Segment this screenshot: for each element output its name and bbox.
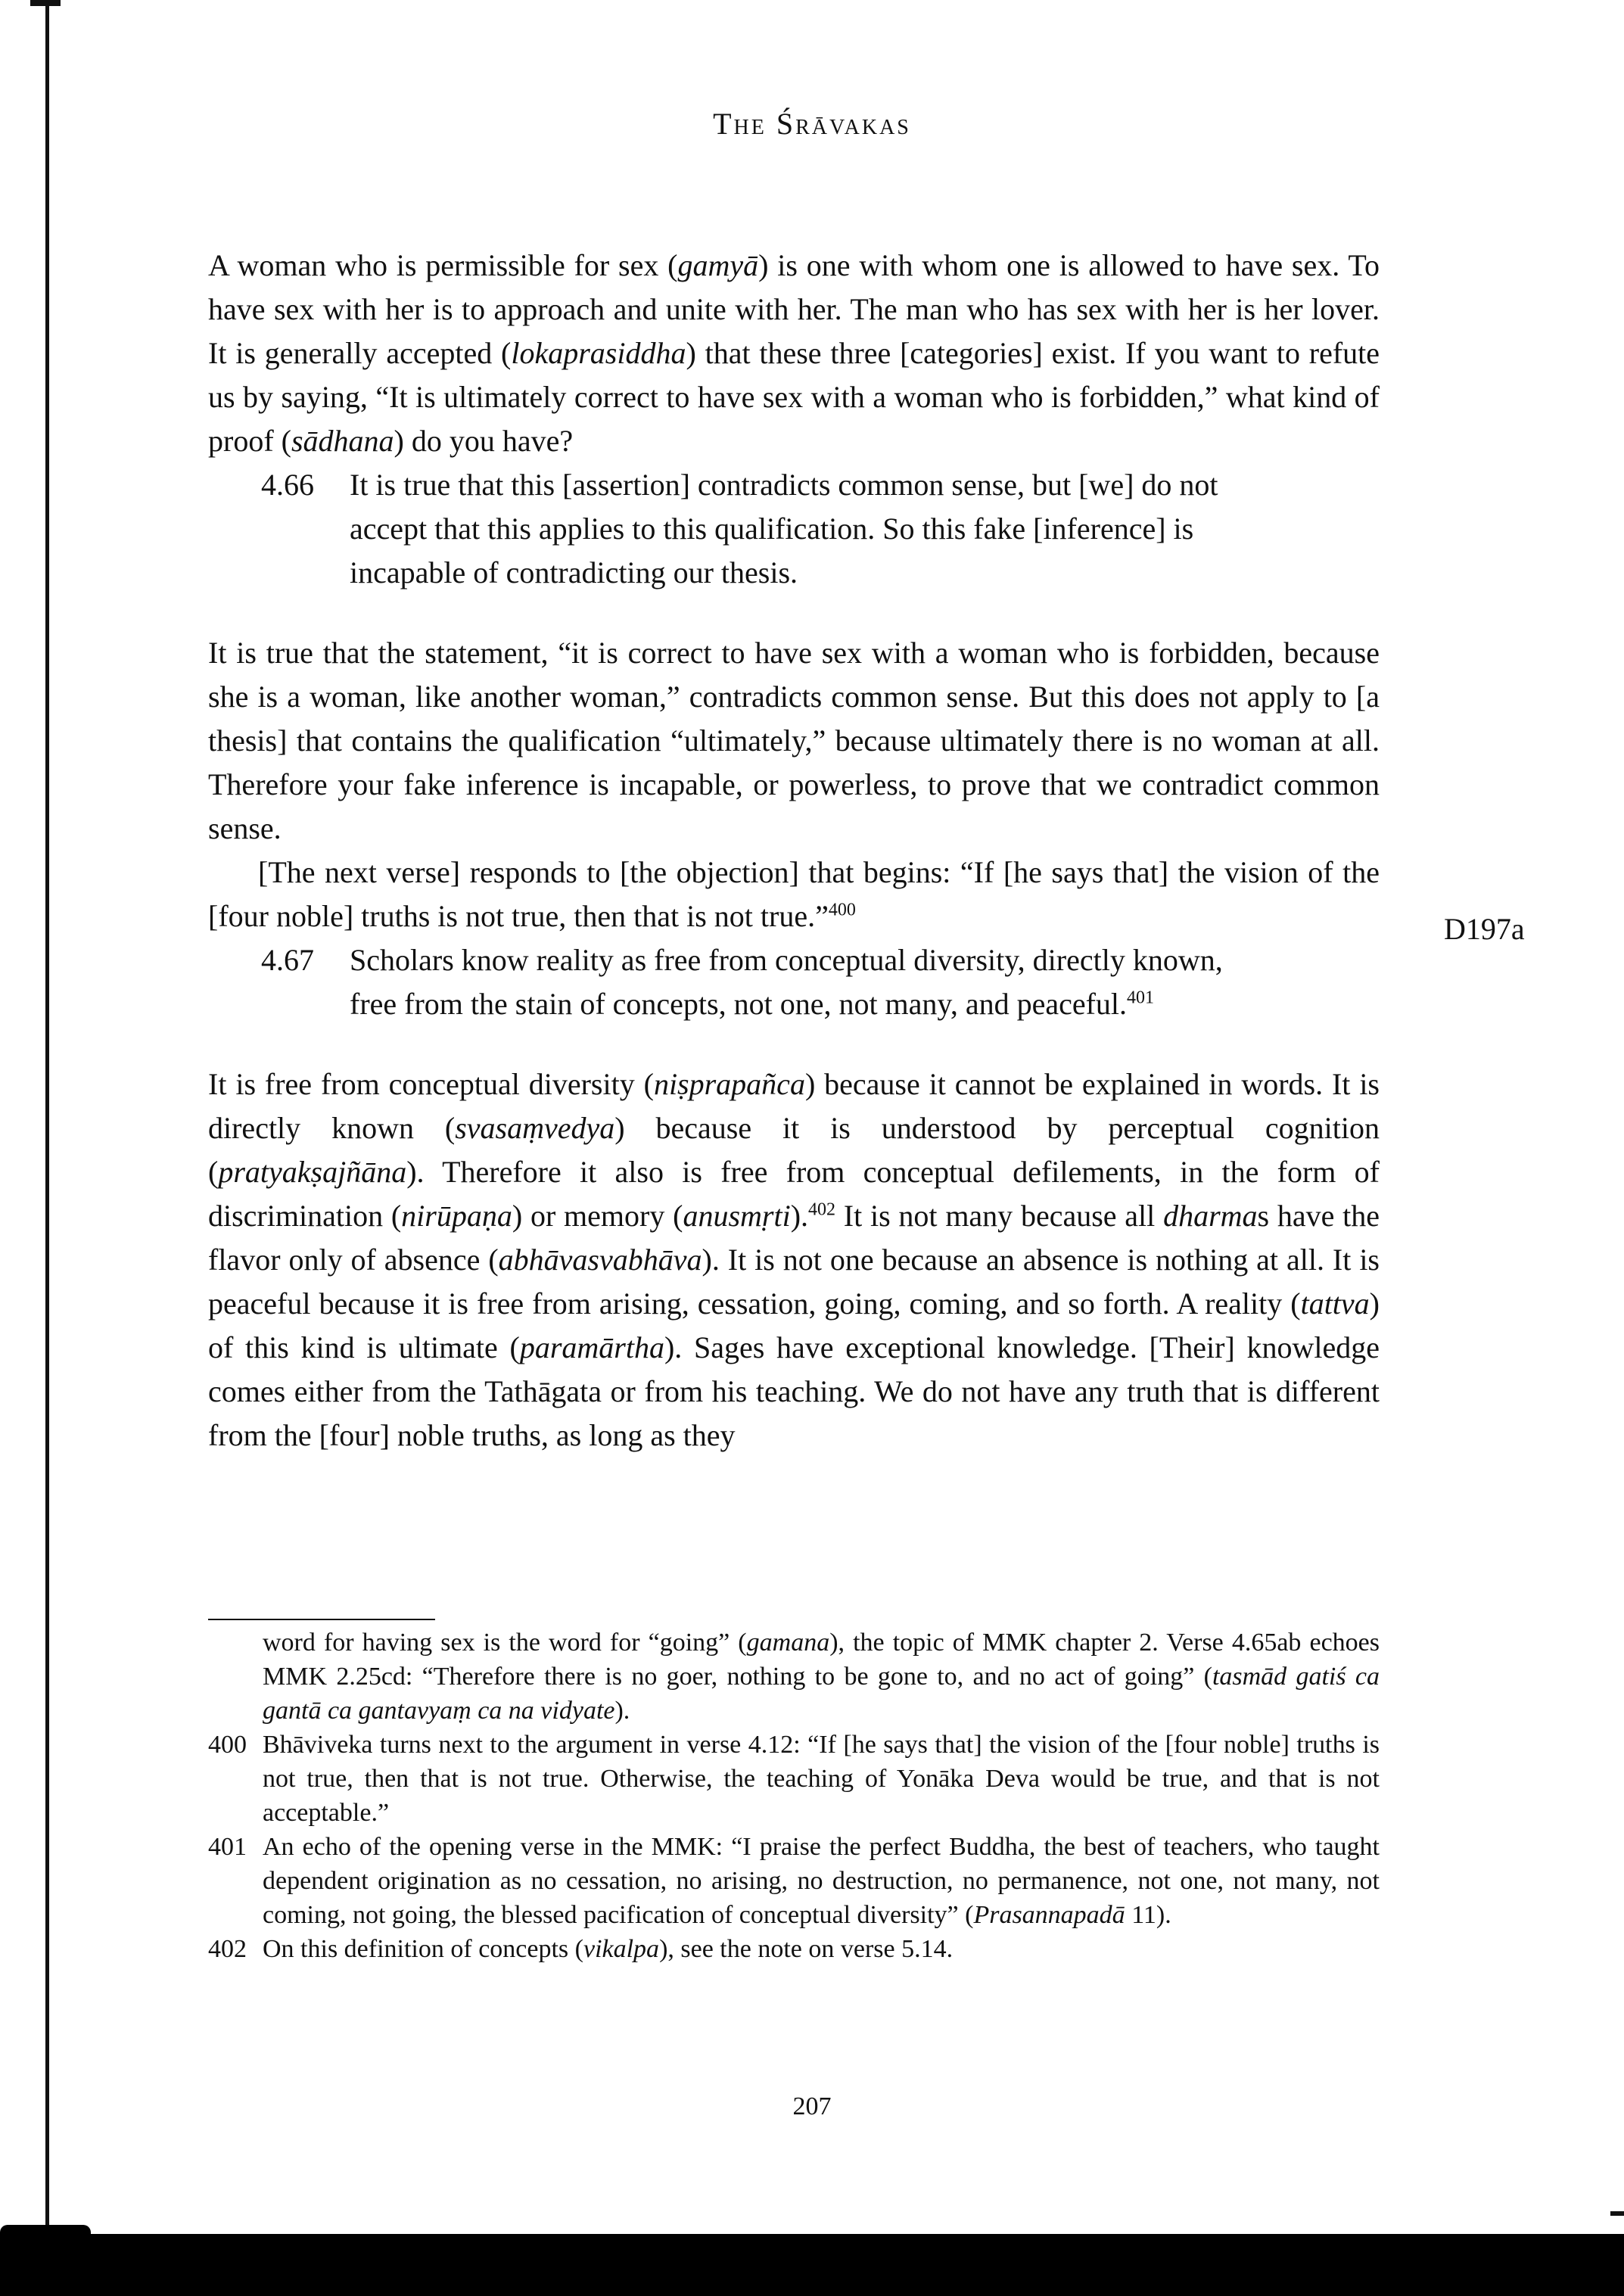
scan-bottom-border <box>0 2234 1624 2296</box>
running-head: The Śrāvakas <box>713 107 911 141</box>
footnote-number: 401 <box>208 1833 247 1861</box>
text-run: On this definition of concepts ( <box>263 1935 583 1963</box>
text-run: Bhāviveka turns next to the argument in verse 4.12: “If [he says that] the vision of the [four noble] truths is not true, then that is not true. Otherwise, the teaching of Yonāka Deva would be true, and that is not acceptable.” <box>263 1731 1380 1827</box>
text-run: Scholars know reality as free from conceptual diversity, directly known, free from the stain of concepts, not one, not many, and peaceful. <box>350 943 1223 1021</box>
main-text <box>208 244 1380 1458</box>
footnote-text <box>263 1830 1380 1932</box>
text-run: An echo of the opening verse in the MMK: “I praise the perfect Buddha, the best of teachers, who taught dependent origination as no cessation, no arising, no destruction, no permanence, not one, not many, not coming, not going, the blessed pacification of conceptual diversity” ( <box>263 1833 1380 1929</box>
footnote-text <box>263 1728 1380 1830</box>
text-run: A woman who is permissible for sex ( <box>208 248 678 282</box>
footnote-ref: 401 <box>1127 988 1155 1008</box>
text-run: It is true that this [assertion] contradicts common sense, but [we] do not accept that this applies to this qualification. So this fake [inference] is incapable of contradicting our thesis. <box>350 468 1218 590</box>
italic-term: gamana <box>746 1629 830 1657</box>
italic-term: lokaprasiddha <box>511 336 686 370</box>
binding-edge-line <box>45 0 49 2232</box>
text-run: [The next verse] responds to [the objection] that begins: “If [he says that] the vision of the [four noble] truths is not true, then that is not true.” <box>208 855 1380 933</box>
text-run: word for having sex is the word for “going” ( <box>263 1629 747 1657</box>
italic-term: svasaṃvedya <box>455 1111 615 1145</box>
text-run: ). Therefore it also is free from conceptual defilements, in the form of discrimination ( <box>208 1155 1380 1233</box>
italic-term: tasmād gatiś ca gantā ca gantavyaṃ ca na vidyate <box>263 1663 1380 1725</box>
binding-edge-tick <box>30 0 61 6</box>
footnote-number: 400 <box>208 1731 247 1759</box>
verse-number: 4.67 <box>261 943 314 977</box>
text-run: ). <box>790 1199 809 1233</box>
footnote-rule <box>208 1619 435 1620</box>
text-run: ) because it is understood by perceptual cognition ( <box>208 1111 1380 1189</box>
italic-term: abhāvasvabhāva <box>498 1243 702 1277</box>
footnote-401 <box>208 1830 1380 1932</box>
text-run: ). Sages have exceptional knowledge. [Their] knowledge comes either from the Tathāgata or from his teaching. We do not have any truth that is different from the [four] noble truths, as long as they <box>208 1330 1380 1452</box>
italic-term: paramārtha <box>519 1330 664 1364</box>
italic-term: dharma <box>1163 1199 1258 1233</box>
verse-4-66 <box>261 463 1266 595</box>
page-number: 207 <box>792 2092 832 2120</box>
italic-term: nirūpaṇa <box>401 1199 512 1233</box>
footnote-ref: 400 <box>828 900 856 920</box>
italic-term: sādhana <box>291 424 394 458</box>
footnote-ref: 402 <box>808 1199 836 1220</box>
footnote-number: 402 <box>208 1935 247 1963</box>
text-run: ) is one with whom one is allowed to have sex. To have sex with her is to approach and unite with her. The man who has sex with her is her lover. It is generally accepted ( <box>208 248 1380 370</box>
italic-term: tattva <box>1300 1286 1370 1321</box>
footnote-402 <box>208 1932 1380 1966</box>
margin-page-reference: D197a <box>1444 912 1525 946</box>
text-run: ) or memory ( <box>512 1199 683 1233</box>
footnote-continuation <box>208 1626 1380 1728</box>
italic-term: niṣprapañca <box>653 1067 805 1101</box>
verse-text <box>350 463 1266 595</box>
paragraph-3 <box>208 851 1380 938</box>
verse-text <box>350 938 1266 1026</box>
footnote-text <box>263 1932 1380 1966</box>
footnote-400 <box>208 1728 1380 1830</box>
italic-term: pratyakṣajñāna <box>218 1155 407 1189</box>
paragraph-4 <box>208 1062 1380 1458</box>
text-run: ) that these three [categories] exist. If you want to refute us by saying, “It is ultimately correct to have sex with a woman who is forbidden,” what kind of proof ( <box>208 336 1380 458</box>
text-run: s have the flavor only of absence ( <box>208 1199 1380 1277</box>
text-run: ). <box>614 1697 630 1725</box>
verse-number: 4.66 <box>261 468 314 502</box>
paragraph-1 <box>208 244 1380 463</box>
text-run: ) do you have? <box>394 424 574 458</box>
footnotes <box>208 1626 1380 1966</box>
text-run: ) of this kind is ultimate ( <box>208 1286 1380 1364</box>
italic-term: vikalpa <box>583 1935 660 1963</box>
text-run: It is free from conceptual diversity ( <box>208 1067 654 1101</box>
scan-right-mark <box>1610 2211 1624 2216</box>
text-run: It is not many because all <box>835 1199 1164 1233</box>
italic-term: anusmṛti <box>683 1199 791 1233</box>
text-run: ) because it cannot be explained in words. It is directly known ( <box>208 1067 1380 1145</box>
text-run: It is true that the statement, “it is correct to have sex with a woman who is forbidden, because she is a woman, like another woman,” contradicts common sense. But this does not apply to [a thesis] that contains the qualification “ultimately,” because ultimately there is no woman at all. Therefore your fake inference is incapable, or powerless, to prove that we contradict common sense. <box>208 636 1380 845</box>
text-run: ), the topic of MMK chapter 2. Verse 4.65ab echoes MMK 2.25cd: “Therefore there is no goer, nothing to be gone to, and no act of going” ( <box>263 1629 1380 1691</box>
italic-term: gamyā <box>677 248 759 282</box>
text-run: ), see the note on verse 5.14. <box>659 1935 954 1963</box>
italic-term: Prasannapadā <box>973 1901 1125 1929</box>
text-run: ). It is not one because an absence is nothing at all. It is peaceful because it is free from arising, cessation, going, coming, and so forth. A reality ( <box>208 1243 1380 1321</box>
text-run: 11). <box>1125 1901 1171 1929</box>
paragraph-2 <box>208 631 1380 851</box>
verse-4-67 <box>261 938 1266 1026</box>
